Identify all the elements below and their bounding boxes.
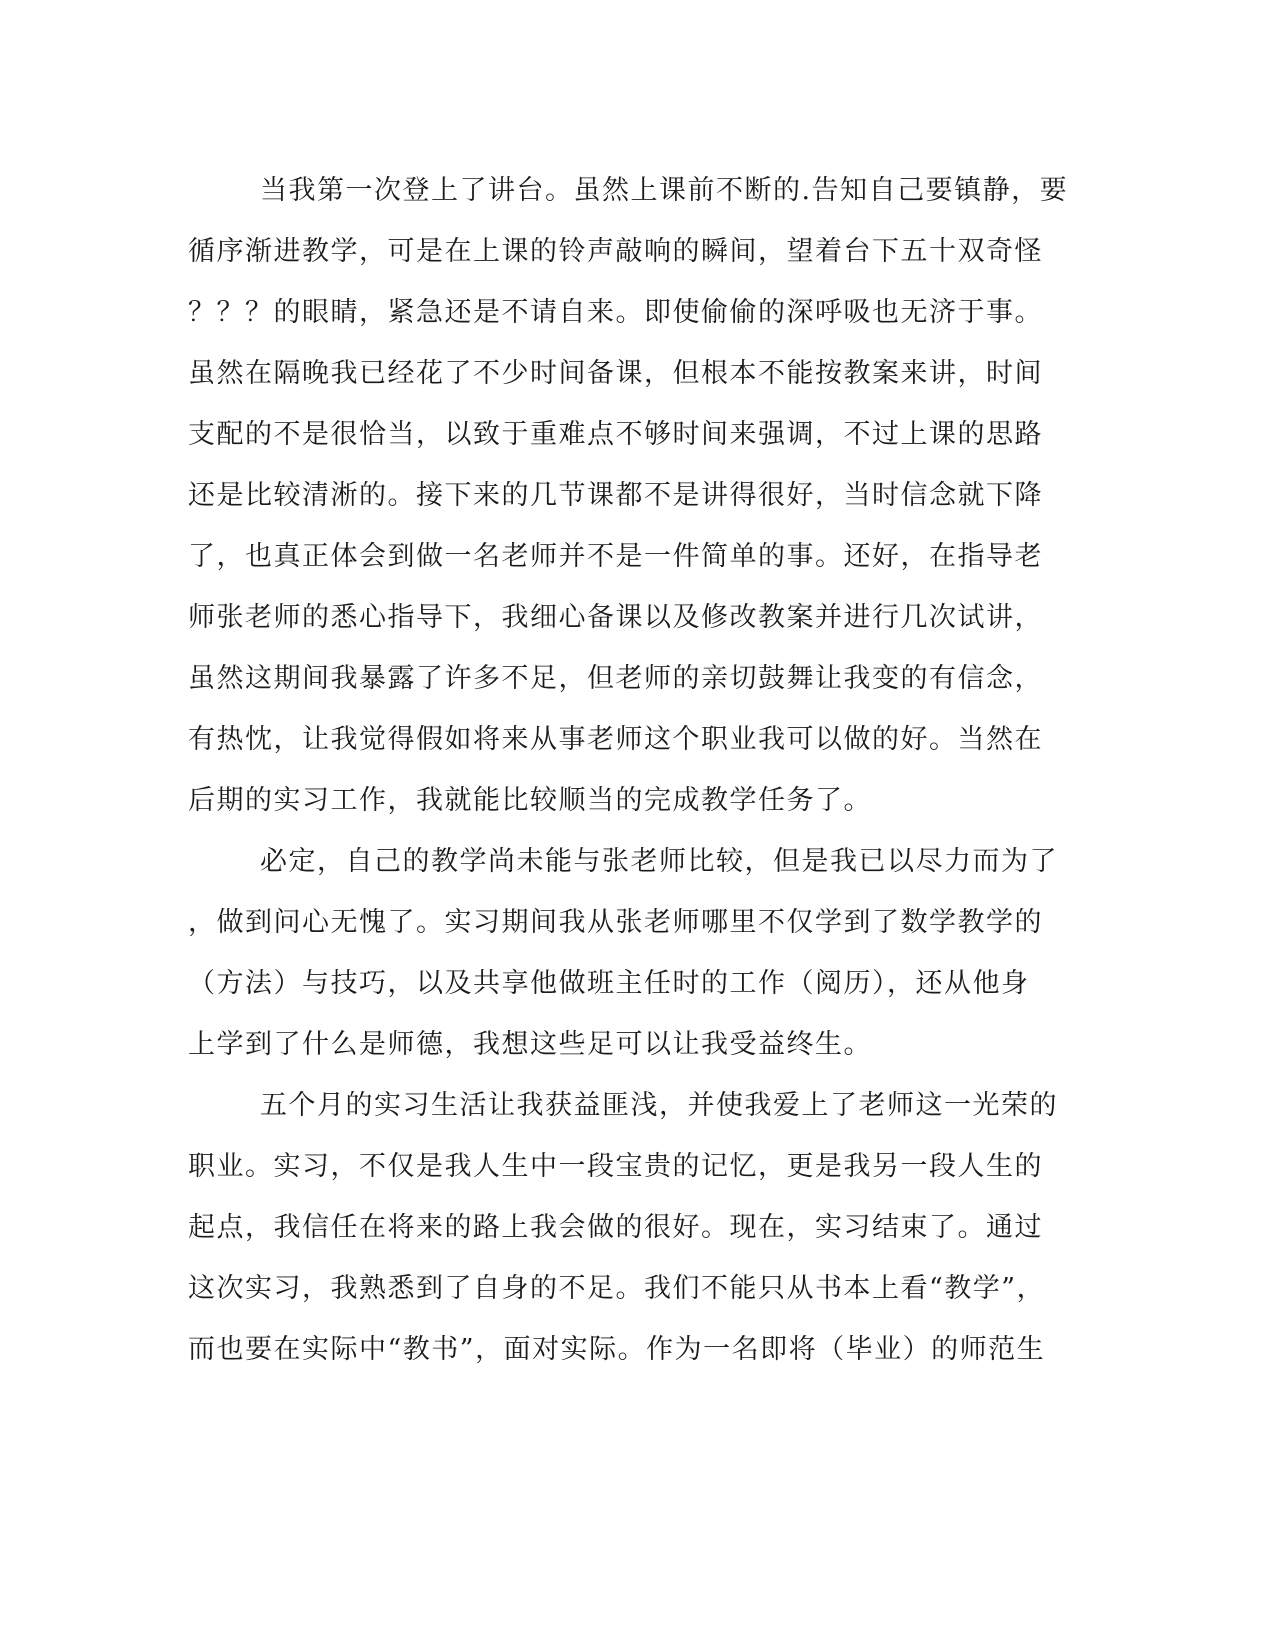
- paragraph-3-line-5: 而也要在实际中“教书”，面对实际。作为一名即将（毕业）的师范生: [188, 1334, 1046, 1365]
- paragraph-1-line-4: 虽然在隔晚我已经花了不少时间备课，但根本不能按教案来讲，时间: [188, 358, 1043, 389]
- paragraph-1-line-1: 当我第一次登上了讲台。虽然上课前不断的.告知自己要镇静，要: [260, 175, 1069, 206]
- paragraph-3-line-4: 这次实习，我熟悉到了自身的不足。我们不能只从书本上看“教学”，: [188, 1273, 1046, 1304]
- paragraph-2-line-1: 必定，自己的教学尚未能与张老师比较，但是我已以尽力而为了: [260, 846, 1058, 877]
- paragraph-2-line-2: ，做到问心无愧了。实习期间我从张老师哪里不仅学到了数学教学的: [188, 907, 1043, 938]
- paragraph-3-line-3: 起点，我信任在将来的路上我会做的很好。现在，实习结束了。通过: [188, 1212, 1043, 1243]
- paragraph-1-line-10: 有热忱，让我觉得假如将来从事老师这个职业我可以做的好。当然在: [188, 724, 1043, 755]
- paragraph-3-line-2: 职业。实习，不仅是我人生中一段宝贵的记忆，更是我另一段人生的: [188, 1151, 1043, 1182]
- paragraph-1-line-9: 虽然这期间我暴露了许多不足，但老师的亲切鼓舞让我变的有信念，: [188, 663, 1043, 694]
- paragraph-2-line-3: （方法）与技巧，以及共享他做班主任时的工作（阅历），还从他身: [188, 968, 1030, 999]
- paragraph-1-line-6: 还是比较清淅的。接下来的几节课都不是讲得很好，当时信念就下降: [188, 480, 1043, 511]
- paragraph-2-line-4: 上学到了什么是师德，我想这些足可以让我受益终生。: [188, 1029, 872, 1060]
- paragraph-1-line-3: ？？？的眼睛，紧急还是不请自来。即使偷偷的深呼吸也无济于事。: [188, 297, 1043, 328]
- paragraph-1-line-8: 师张老师的悉心指导下，我细心备课以及修改教案并进行几次试讲，: [188, 602, 1043, 633]
- document-body: [188, 160, 1088, 1380]
- paragraph-3-line-1: 五个月的实习生活让我获益匪浅，并使我爱上了老师这一光荣的: [260, 1090, 1058, 1121]
- paragraph-1-line-11: 后期的实习工作，我就能比较顺当的完成教学任务了。: [188, 785, 872, 816]
- paragraph-1-line-7: 了，也真正体会到做一名老师并不是一件简单的事。还好，在指导老: [188, 541, 1043, 572]
- paragraph-1-line-2: 循序渐进教学，可是在上课的铃声敲响的瞬间，望着台下五十双奇怪: [188, 236, 1043, 267]
- paragraph-1-line-5: 支配的不是很恰当，以致于重难点不够时间来强调，不过上课的思路: [188, 419, 1043, 450]
